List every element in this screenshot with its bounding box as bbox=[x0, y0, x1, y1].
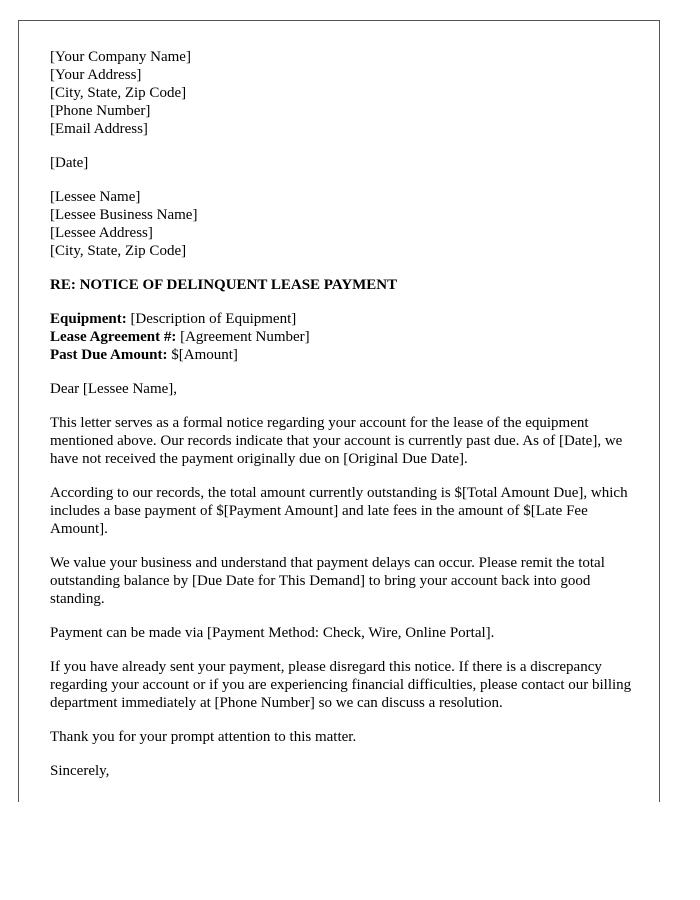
body-paragraph: If you have already sent your payment, please disregard this notice. If there is a discrepancy regarding your account or if you are experiencing financial difficulties, please contact our billing department immediately at [Phone Number] so we can discuss a resolution. bbox=[50, 659, 632, 711]
body-paragraph: Payment can be made via [Payment Method: Check, Wire, Online Portal]. bbox=[50, 625, 495, 641]
sender-phone: [Phone Number] bbox=[50, 103, 151, 119]
lease-details bbox=[50, 310, 640, 364]
recipient-block bbox=[50, 188, 640, 260]
amount-value: $[Amount] bbox=[167, 347, 238, 363]
sender-company: [Your Company Name] bbox=[50, 49, 191, 65]
sender-email: [Email Address] bbox=[50, 121, 148, 137]
agreement-value: [Agreement Number] bbox=[176, 329, 310, 345]
subject-heading: RE: NOTICE OF DELINQUENT LEASE PAYMENT bbox=[50, 277, 398, 293]
sender-address: [Your Address] bbox=[50, 67, 142, 83]
body-paragraph: According to our records, the total amount currently outstanding is $[Total Amount Due], which includes a base payment of $[Payment Amount] and late fees in the amount of $[Late Fee Amount]. bbox=[50, 485, 628, 537]
recipient-business: [Lessee Business Name] bbox=[50, 207, 198, 223]
recipient-city-state-zip: [City, State, Zip Code] bbox=[50, 243, 187, 259]
agreement-label: Lease Agreement #: bbox=[50, 329, 177, 345]
agreement-row bbox=[50, 328, 640, 346]
salutation: Dear [Lessee Name], bbox=[50, 381, 178, 397]
equipment-value: [Description of Equipment] bbox=[126, 311, 297, 327]
closing: Sincerely, bbox=[50, 763, 110, 779]
body-paragraph: We value your business and understand that payment delays can occur. Please remit the total outstanding balance by [Due Date for This Demand] to bring your account back into good standing. bbox=[50, 555, 605, 607]
equipment-label: Equipment: bbox=[50, 311, 127, 327]
body-paragraph: Thank you for your prompt attention to this matter. bbox=[50, 729, 357, 745]
letter-date: [Date] bbox=[50, 155, 89, 171]
sender-block bbox=[50, 48, 640, 138]
amount-label: Past Due Amount: bbox=[50, 347, 168, 363]
amount-row bbox=[50, 346, 640, 364]
letter-page bbox=[18, 20, 660, 802]
body-paragraph: This letter serves as a formal notice regarding your account for the lease of the equipment mentioned above. Our records indicate that your account is currently past due. As of [Date], we have not received the payment originally due on [Original Due Date]. bbox=[50, 415, 623, 467]
equipment-row bbox=[50, 310, 640, 328]
recipient-address: [Lessee Address] bbox=[50, 225, 153, 241]
sender-city-state-zip: [City, State, Zip Code] bbox=[50, 85, 187, 101]
letter-body bbox=[50, 48, 640, 780]
recipient-name: [Lessee Name] bbox=[50, 189, 141, 205]
